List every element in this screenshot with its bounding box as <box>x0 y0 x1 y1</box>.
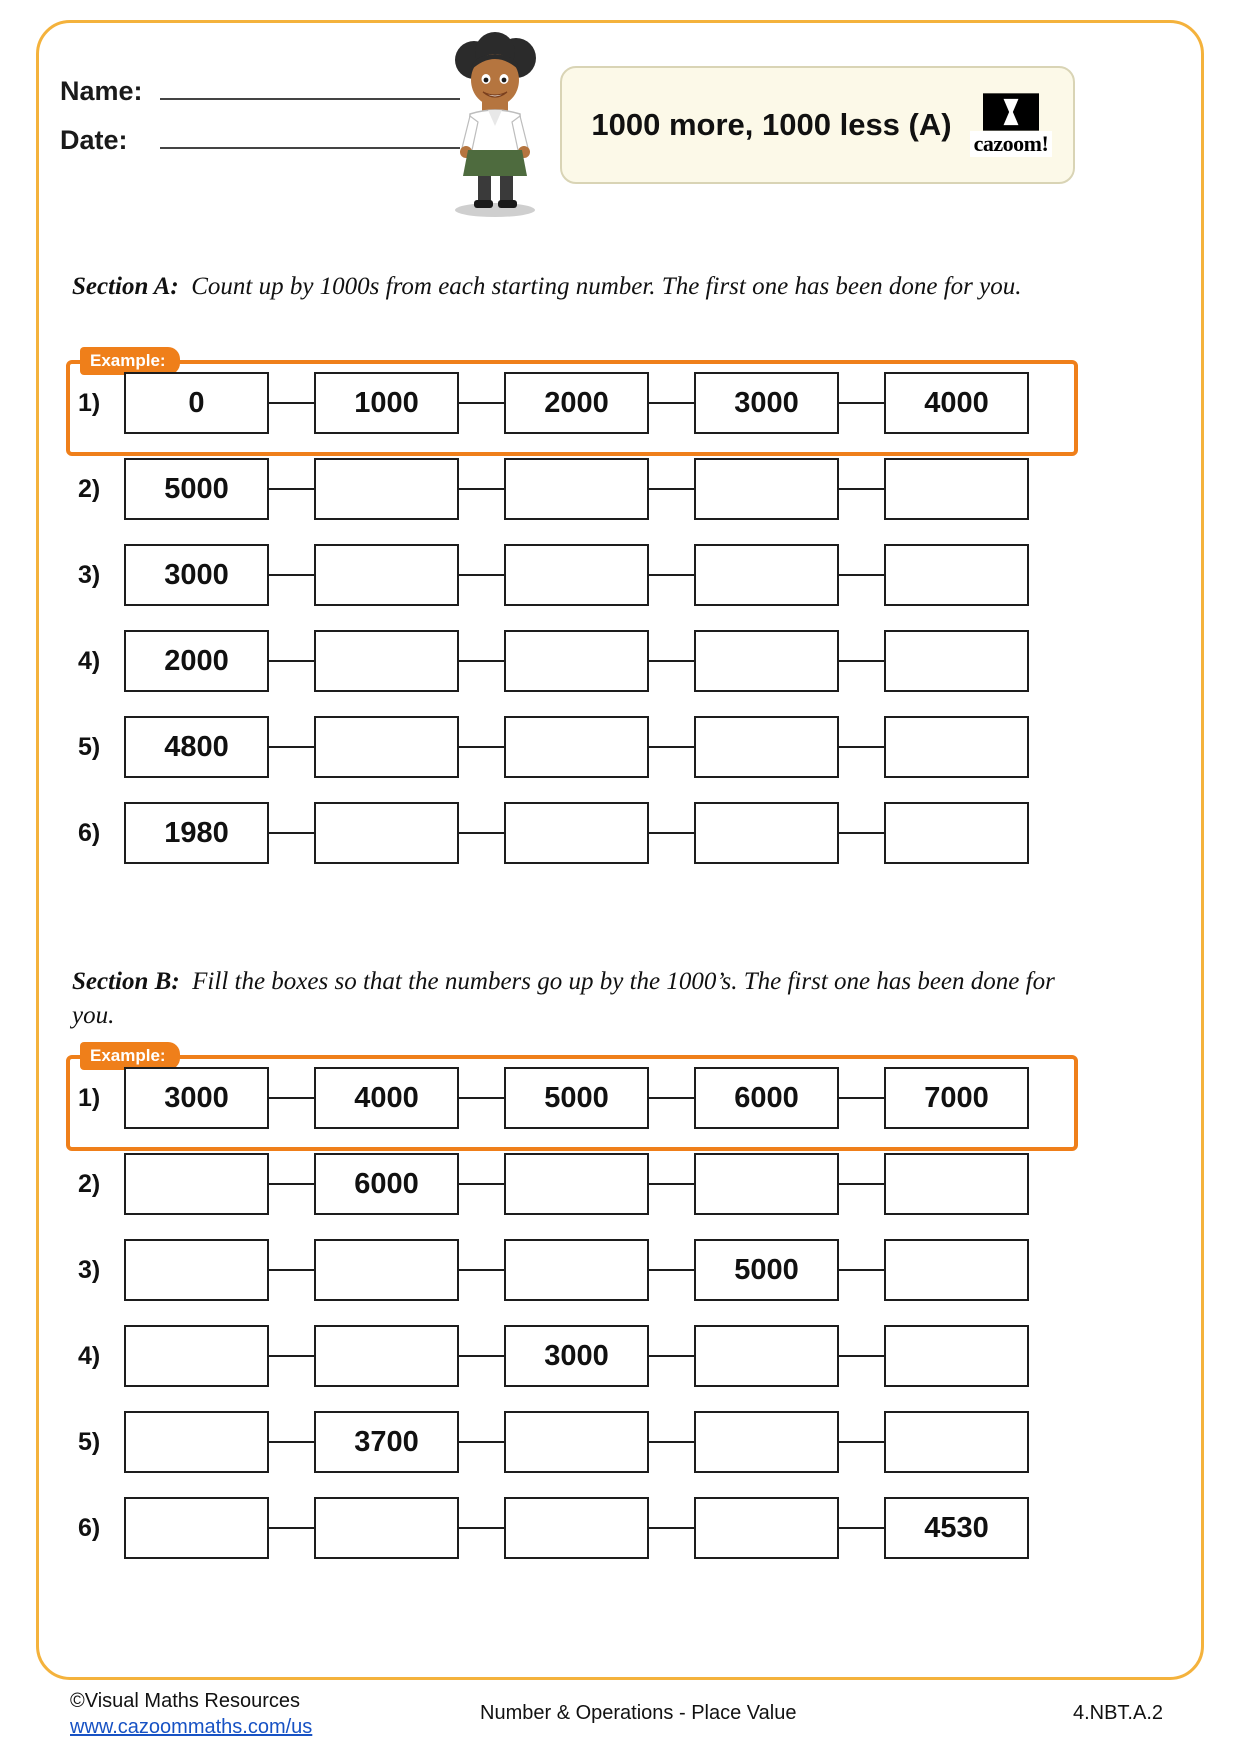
student-info-block <box>60 76 460 174</box>
row-number: 6) <box>78 1513 101 1542</box>
page-title: 1000 more, 1000 less (A) <box>591 107 952 142</box>
cell-connector <box>459 1527 504 1529</box>
answer-cell[interactable]: 5000 <box>124 458 269 520</box>
date-label: Date: <box>60 125 128 155</box>
worksheet-header <box>60 58 1160 228</box>
cell-connector <box>459 746 504 748</box>
answer-cell[interactable] <box>884 458 1029 520</box>
row-number: 2) <box>78 474 101 503</box>
row-number: 3) <box>78 1255 101 1284</box>
answer-cell[interactable] <box>314 630 459 692</box>
section-b-heading: Section B: <box>72 968 180 995</box>
cell-connector <box>269 1269 314 1271</box>
answer-cell[interactable] <box>694 1325 839 1387</box>
answer-cell[interactable]: 4530 <box>884 1497 1029 1559</box>
section-a-rows <box>72 360 1112 876</box>
answer-cell[interactable] <box>884 1325 1029 1387</box>
section-b-instruction <box>72 965 1082 1033</box>
cell-connector <box>839 1355 884 1357</box>
cell-connector <box>459 488 504 490</box>
cell-connector <box>649 1183 694 1185</box>
section-a-instruction <box>72 270 1082 304</box>
answer-cell[interactable] <box>884 544 1029 606</box>
cell-connector <box>649 746 694 748</box>
answer-cell[interactable] <box>694 1497 839 1559</box>
answer-cell[interactable] <box>314 1497 459 1559</box>
footer-topic: Number & Operations - Place Value <box>480 1702 797 1724</box>
cell-connector <box>839 402 884 404</box>
answer-cell[interactable] <box>124 1411 269 1473</box>
cell-connector <box>269 832 314 834</box>
answer-cell[interactable]: 6000 <box>314 1153 459 1215</box>
answer-cell[interactable]: 5000 <box>504 1067 649 1129</box>
answer-cell[interactable] <box>124 1153 269 1215</box>
cell-connector <box>269 488 314 490</box>
section-a-heading: Section A: <box>72 273 179 300</box>
cell-connector <box>459 660 504 662</box>
answer-cell[interactable] <box>884 1411 1029 1473</box>
cell-connector <box>839 1183 884 1185</box>
cell-connector <box>649 660 694 662</box>
row-number: 1) <box>78 388 101 417</box>
cell-connector <box>649 1355 694 1357</box>
table-row <box>72 446 1112 532</box>
answer-cell[interactable] <box>504 1497 649 1559</box>
cell-connector <box>839 574 884 576</box>
logo-wordmark: cazoom! <box>970 131 1053 157</box>
answer-cell[interactable] <box>314 458 459 520</box>
answer-cell[interactable]: 3000 <box>124 1067 269 1129</box>
answer-cell[interactable]: 5000 <box>694 1239 839 1301</box>
table-row <box>72 704 1112 790</box>
table-row <box>72 1055 1112 1141</box>
cazoom-logo <box>965 86 1057 164</box>
table-row <box>72 1141 1112 1227</box>
answer-cell[interactable]: 1000 <box>314 372 459 434</box>
section-b-rows <box>72 1055 1112 1571</box>
answer-cell[interactable]: 4000 <box>314 1067 459 1129</box>
cell-connector <box>839 488 884 490</box>
cell-connector <box>649 1527 694 1529</box>
cell-connector <box>459 1183 504 1185</box>
cell-connector <box>649 574 694 576</box>
answer-cell[interactable] <box>314 802 459 864</box>
answer-cell[interactable] <box>694 458 839 520</box>
answer-cell[interactable] <box>124 1497 269 1559</box>
row-number: 5) <box>78 1427 101 1456</box>
footer-standard-code: 4.NBT.A.2 <box>1072 1702 1163 1724</box>
answer-cell[interactable]: 2000 <box>504 372 649 434</box>
cell-connector <box>269 660 314 662</box>
answer-cell[interactable]: 3000 <box>694 372 839 434</box>
cell-connector <box>649 1269 694 1271</box>
cell-connector <box>269 1441 314 1443</box>
answer-cell[interactable] <box>694 716 839 778</box>
cell-connector <box>839 660 884 662</box>
date-field-row <box>60 125 460 156</box>
answer-cell[interactable]: 3000 <box>504 1325 649 1387</box>
answer-cell[interactable] <box>504 1411 649 1473</box>
cell-connector <box>269 1183 314 1185</box>
answer-cell[interactable]: 6000 <box>694 1067 839 1129</box>
cell-connector <box>269 746 314 748</box>
answer-cell[interactable] <box>694 1411 839 1473</box>
answer-cell[interactable] <box>504 802 649 864</box>
answer-cell[interactable] <box>504 630 649 692</box>
section-b-example-tag: Example: <box>80 1042 180 1070</box>
answer-cell[interactable]: 2000 <box>124 630 269 692</box>
cell-connector <box>649 402 694 404</box>
answer-cell[interactable] <box>124 1239 269 1301</box>
cell-connector <box>839 1269 884 1271</box>
answer-cell[interactable]: 1980 <box>124 802 269 864</box>
cell-connector <box>269 402 314 404</box>
cell-connector <box>839 1527 884 1529</box>
table-row <box>72 360 1112 446</box>
answer-cell[interactable] <box>504 544 649 606</box>
answer-cell[interactable]: 4000 <box>884 372 1029 434</box>
section-b-instruction-text: Fill the boxes so that the numbers go up by the 1000’s. The first one has been done for you. <box>72 968 1055 1029</box>
worksheet-title-box <box>560 66 1075 184</box>
answer-cell[interactable] <box>694 1153 839 1215</box>
answer-cell[interactable] <box>884 716 1029 778</box>
cell-connector <box>839 746 884 748</box>
cell-connector <box>649 1441 694 1443</box>
answer-cell[interactable]: 3000 <box>124 544 269 606</box>
row-number: 3) <box>78 560 101 589</box>
table-row <box>72 1485 1112 1571</box>
name-field-row <box>60 76 460 107</box>
cell-connector <box>269 1527 314 1529</box>
table-row <box>72 1227 1112 1313</box>
table-row <box>72 618 1112 704</box>
cell-connector <box>459 1269 504 1271</box>
answer-cell[interactable] <box>504 716 649 778</box>
answer-cell[interactable] <box>504 1239 649 1301</box>
answer-cell[interactable] <box>314 716 459 778</box>
answer-cell[interactable] <box>314 544 459 606</box>
answer-cell[interactable] <box>694 630 839 692</box>
table-row <box>72 532 1112 618</box>
student-mascot-illustration <box>430 30 560 220</box>
table-row <box>72 790 1112 876</box>
answer-cell[interactable]: 4800 <box>124 716 269 778</box>
row-number: 4) <box>78 646 101 675</box>
website-link[interactable]: www.cazoommaths.com/us <box>70 1716 313 1738</box>
answer-cell[interactable] <box>884 630 1029 692</box>
row-number: 5) <box>78 732 101 761</box>
answer-cell[interactable]: 3700 <box>314 1411 459 1473</box>
cell-connector <box>839 1097 884 1099</box>
cell-connector <box>269 1097 314 1099</box>
answer-cell[interactable] <box>884 1153 1029 1215</box>
answer-cell[interactable] <box>504 1153 649 1215</box>
cell-connector <box>459 574 504 576</box>
row-number: 1) <box>78 1083 101 1112</box>
answer-cell[interactable] <box>124 1325 269 1387</box>
answer-cell[interactable] <box>314 1239 459 1301</box>
cell-connector <box>649 832 694 834</box>
footer-credits <box>70 1688 312 1740</box>
table-row <box>72 1399 1112 1485</box>
table-row <box>72 1313 1112 1399</box>
row-number: 6) <box>78 818 101 847</box>
section-a-example-tag: Example: <box>80 347 180 375</box>
cell-connector <box>269 574 314 576</box>
cell-connector <box>649 1097 694 1099</box>
cell-connector <box>459 1355 504 1357</box>
section-a-instruction-text: Count up by 1000s from each starting number. The first one has been done for you. <box>191 273 1022 300</box>
cell-connector <box>649 488 694 490</box>
answer-cell[interactable] <box>884 1239 1029 1301</box>
answer-cell[interactable] <box>314 1325 459 1387</box>
copyright-text: ©Visual Maths Resources <box>70 1690 301 1712</box>
answer-cell[interactable] <box>504 458 649 520</box>
answer-cell[interactable] <box>694 802 839 864</box>
answer-cell[interactable]: 7000 <box>884 1067 1029 1129</box>
name-label: Name: <box>60 76 143 106</box>
date-input-line[interactable] <box>160 125 460 149</box>
cell-connector <box>459 1097 504 1099</box>
cell-connector <box>459 832 504 834</box>
name-input-line[interactable] <box>160 76 460 100</box>
cell-connector <box>459 1441 504 1443</box>
answer-cell[interactable]: 0 <box>124 372 269 434</box>
row-number: 2) <box>78 1169 101 1198</box>
cell-connector <box>839 1441 884 1443</box>
cell-connector <box>269 1355 314 1357</box>
cell-connector <box>839 832 884 834</box>
answer-cell[interactable] <box>694 544 839 606</box>
answer-cell[interactable] <box>884 802 1029 864</box>
cell-connector <box>459 402 504 404</box>
row-number: 4) <box>78 1341 101 1370</box>
